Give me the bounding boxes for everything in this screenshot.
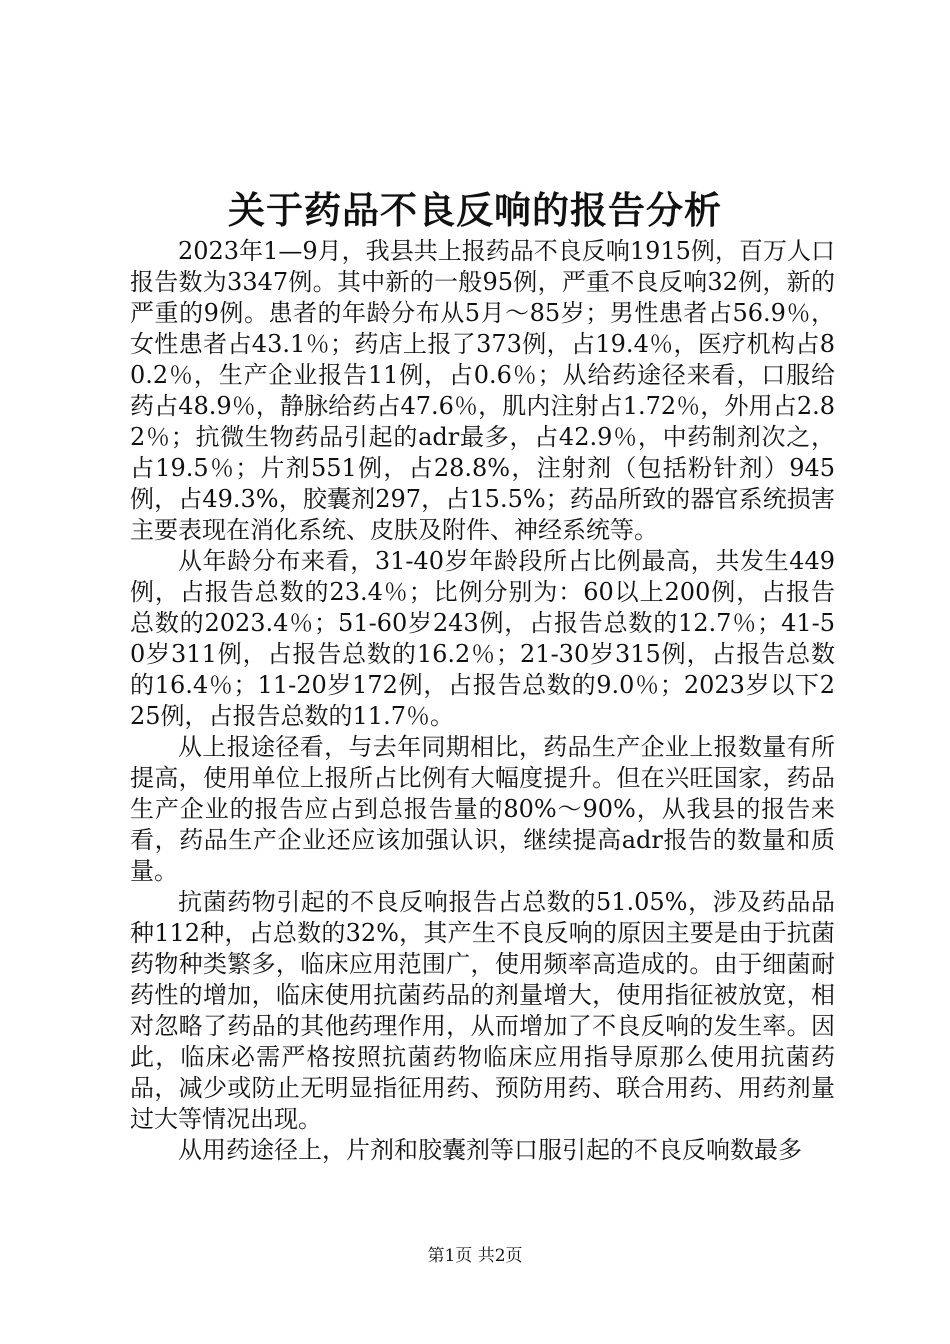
paragraph-age-distribution: 从年龄分布来看，31-40岁年龄段所占比例最高，共发生449例，占报告总数的23.4％；比例分别为：60以上200例，占报告总数的2023.4％；51-60岁243例，占报告总数的12.7％；41-50岁311例，占报告总数的16.2％；21-30岁315例，占报告总数的16.4％；11-20岁172例，占报告总数的9.0％；2023岁以下225例，占报告总数的11.7％。 — [130, 547, 835, 730]
document-title: 关于药品不良反响的报告分析 — [228, 188, 722, 232]
paragraph-summary: 2023年1—9月，我县共上报药品不良反响1915例，百万人口报告数为3347例。其中新的一般95例，严重不良反响32例，新的严重的9例。患者的年龄分布从5月～85岁；男性患者占56.9％，女性患者占43.1％；药店上报了373例，占19.4％，医疗机构占80.2％，生产企业报告11例，占0.6％；从给药途径来看，口服给药占48.9％，静脉给药占47.6％，肌内注射占1.72％，外用占2.82％；抗微生物药品引起的adr最多，占42.9％，中药制剂次之，占19.5％；片剂551例，占28.8%，注射剂（包括粉针剂）945例，占49.3%，胶囊剂297，占15.5%；药品所致的器官系统损害主要表现在消化系统、皮肤及附件、神经系统等。 — [130, 237, 835, 544]
page-footer: 第1页 共2页 — [427, 1246, 523, 1266]
paragraph-antibacterial-drugs: 抗菌药物引起的不良反响报告占总数的51.05%，涉及药品品种112种，占总数的32%，其产生不良反响的原因主要是由于抗菌药物种类繁多，临床应用范围广，使用频率高造成的。由于细菌耐药性的增加，临床使用抗菌药品的剂量增大，使用指征被放宽，相对忽略了药品的其他药理作用，从而增加了不良反响的发生率。因此，临床必需严格按照抗菌药物临床应用指导原那么使用抗菌药品，减少或防止无明显指征用药、预防用药、联合用药、用药剂量过大等情况出现。 — [130, 888, 835, 1133]
document-body — [130, 236, 835, 1166]
paragraph-administration-route: 从用药途径上，片剂和胶囊剂等口服引起的不良反响数最多 — [178, 1136, 802, 1164]
paragraph-reporting-channel: 从上报途径看，与去年同期相比，药品生产企业上报数量有所提高，使用单位上报所占比例有大幅度提升。但在兴旺国家，药品生产企业的报告应占到总报告量的80%～90%，从我县的报告来看，药品生产企业还应该加强认识，继续提高adr报告的数量和质量。 — [130, 733, 835, 885]
